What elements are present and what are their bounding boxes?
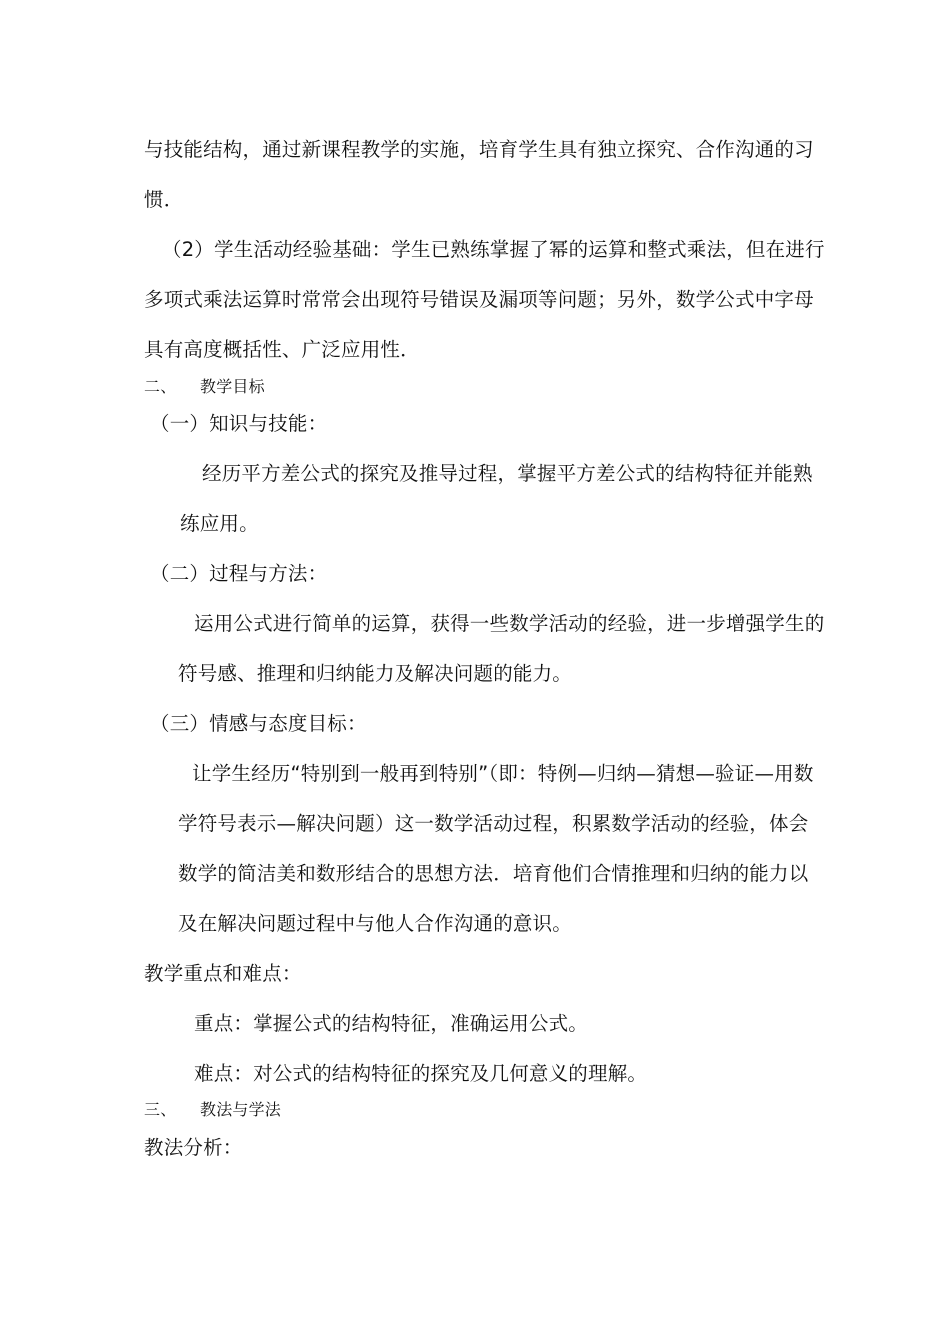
paragraph-line: 及在解决问题过程中与他人合作沟通的意识。 <box>178 912 573 935</box>
paragraph-line: 具有高度概括性、广泛应用性． <box>144 338 420 361</box>
section-heading <box>144 1099 281 1121</box>
paragraph-line: 多项式乘法运算时常常会出现符号错误及漏项等问题；另外，数学公式中字母 <box>144 288 814 311</box>
paragraph-line: 运用公式进行简单的运算，获得一些数学活动的经验，进一步增强学生的 <box>194 612 825 635</box>
paragraph-line: （2）学生活动经验基础：学生已熟练掌握了幂的运算和整式乘法，但在进行 <box>162 238 825 261</box>
paragraph-line: 重点：掌握公式的结构特征，准确运用公式。 <box>194 1012 589 1035</box>
section-number: 二、 <box>144 377 177 396</box>
subsection-heading: （一）知识与技能： <box>150 412 328 435</box>
paragraph-line: 符号感、推理和归纳能力及解决问题的能力。 <box>178 662 573 685</box>
subsection-heading: 教学重点和难点： <box>144 962 302 985</box>
section-number: 三、 <box>144 1100 177 1119</box>
subsection-heading: （三）情感与态度目标： <box>150 712 367 735</box>
paragraph-line: 难点：对公式的结构特征的探究及几何意义的理解。 <box>194 1062 648 1085</box>
paragraph-line: 学符号表示—解决问题）这一数学活动过程，积累数学活动的经验，体会 <box>178 812 809 835</box>
paragraph-line: 惯． <box>144 188 184 211</box>
subsection-heading: 教法分析： <box>144 1136 243 1159</box>
paragraph-line: 经历平方差公式的探究及推导过程，掌握平方差公式的结构特征并能熟 <box>202 462 813 485</box>
section-title: 教法与学法 <box>200 1100 282 1119</box>
section-heading <box>144 376 265 398</box>
paragraph-line: 让学生经历“特别到一般再到特别”（即：特例—归纳—猜想—验证—用数 <box>192 762 814 785</box>
paragraph-line: 数学的简洁美和数形结合的思想方法．培育他们合情推理和归纳的能力以 <box>178 862 809 885</box>
paragraph-line: 与技能结构，通过新课程教学的实施，培育学生具有独立探究、合作沟通的习 <box>144 138 814 161</box>
paragraph-line: 练应用。 <box>180 512 259 535</box>
subsection-heading: （二）过程与方法： <box>150 562 328 585</box>
section-title: 教学目标 <box>200 377 265 396</box>
